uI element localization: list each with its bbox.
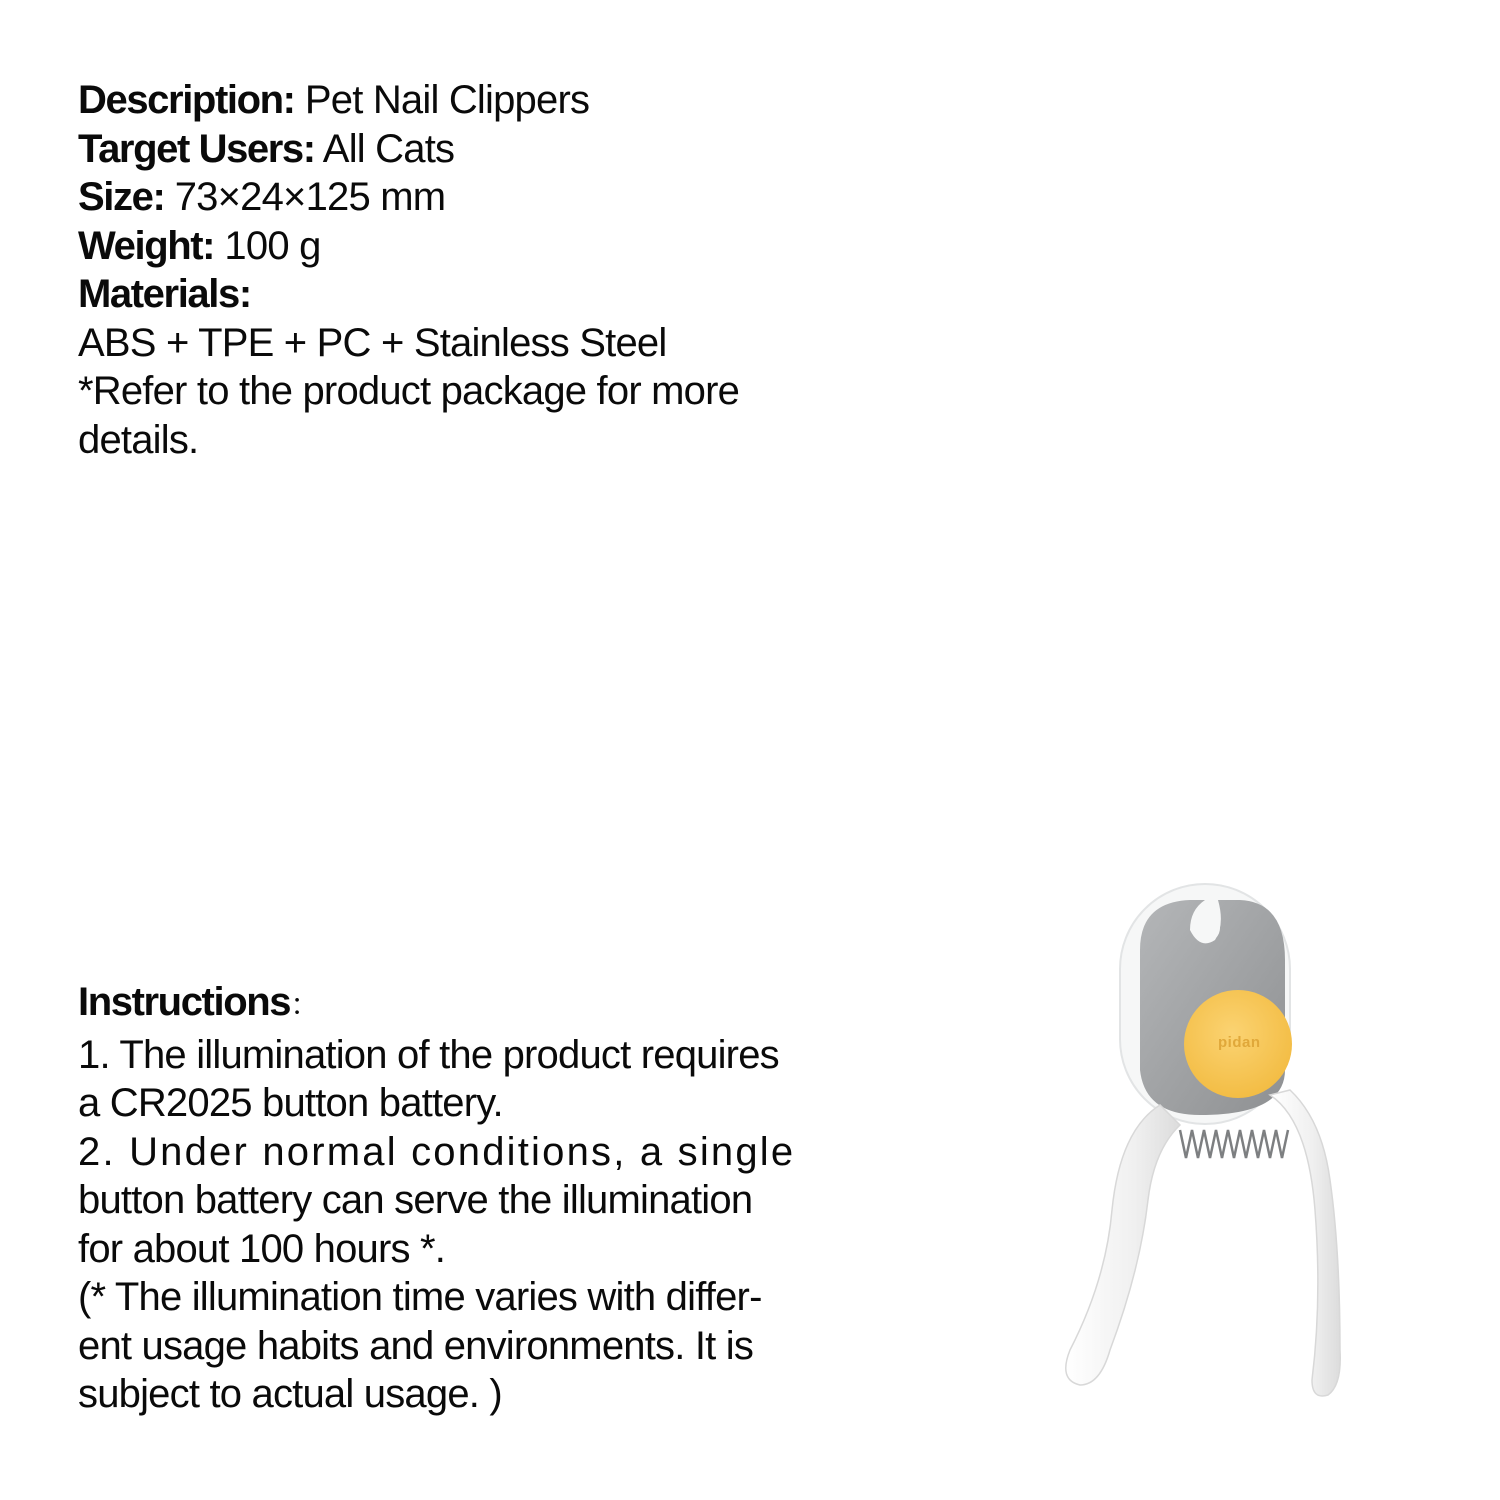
spec-note-cont: details. <box>78 417 199 462</box>
spec-target-users: Target Users: All Cats <box>78 126 455 171</box>
instruction-line: 2. Under normal conditions, a single <box>78 1129 796 1174</box>
spec-note: *Refer to the product package for more <box>78 369 740 413</box>
spec-materials-value: ABS + TPE + PC + Stainless Steel <box>78 320 667 365</box>
instruction-line: ent usage habits and environments. It is <box>78 1323 754 1368</box>
spec-description: Description: Pet Nail Clippers <box>78 78 590 122</box>
instructions <box>78 978 918 1419</box>
spec-size: Size: 73×24×125 mm <box>78 175 446 219</box>
instructions-heading: Instructions： <box>78 980 320 1024</box>
nail-clipper-illustration <box>1040 880 1360 1420</box>
instruction-line: a CR2025 button battery. <box>78 1081 503 1125</box>
spec-list <box>78 76 918 464</box>
product-image-nail-clippers <box>1040 880 1360 1420</box>
spec-weight: Weight: 100 g <box>78 223 321 268</box>
instruction-line: subject to actual usage. ) <box>78 1372 502 1416</box>
instruction-line: (* The illumination time varies with differ- <box>78 1275 762 1319</box>
brand-logo-text: pidan <box>1218 1034 1261 1051</box>
instruction-line: button battery can serve the illumination <box>78 1178 753 1222</box>
spec-materials-label: Materials: <box>78 272 251 316</box>
instruction-line: 1. The illumination of the product requires <box>78 1032 779 1077</box>
instruction-line: for about 100 hours *. <box>78 1226 446 1271</box>
